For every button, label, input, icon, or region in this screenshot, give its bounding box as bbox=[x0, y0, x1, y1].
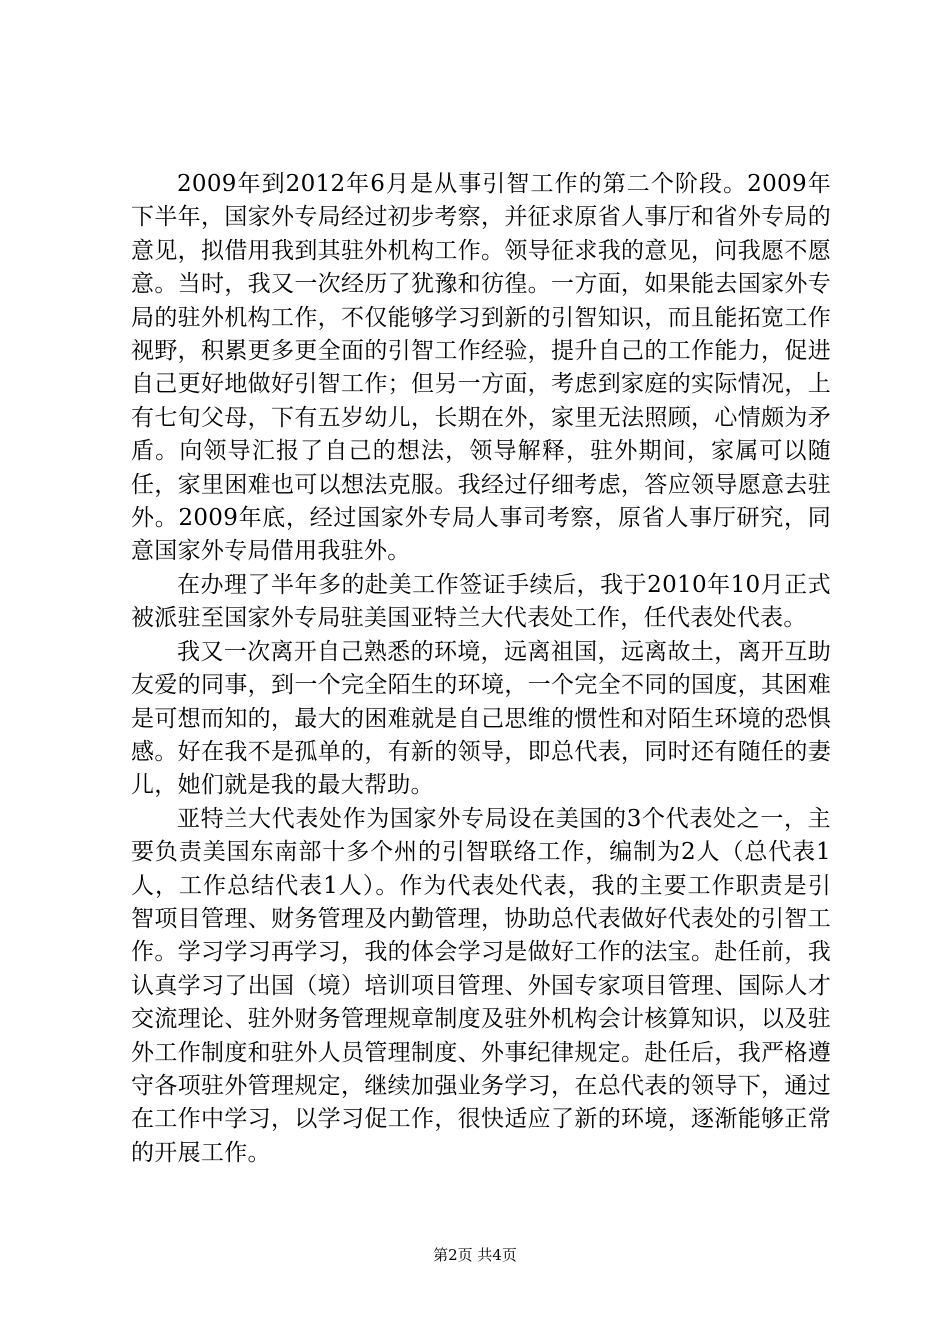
paragraph-3: 我又一次离开自己熟悉的环境，远离祖国，远离故土，离开互助友爱的同事，到一个完全陌生的环境，一个完全不同的国度，其困难是可想而知的，最大的困难就是自己思维的惯性和对陌生环境的恐惧感。好在我不是孤单的，有新的领导，即总代表，同时还有随任的妻儿，她们就是我的最大帮助。 bbox=[131, 638, 831, 799]
paragraph-2: 在办理了半年多的赴美工作签证手续后，我于2010年10月正式被派驻至国家外专局驻美国亚特兰大代表处工作，任代表处代表。 bbox=[131, 571, 831, 632]
paragraph-4: 亚特兰大代表处作为国家外专局设在美国的3个代表处之一，主要负责美国东南部十多个州的引智联络工作，编制为2人（总代表1人，工作总结代表1人）。作为代表处代表，我的主要工作职责是引智项目管理、财务管理及内勤管理，协助总代表做好代表处的引智工作。学习学习再学习，我的体会学习是做好工作的法宝。赴任前，我认真学习了出国（境）培训项目管理、外国专家项目管理、国际人才交流理论、驻外财务管理规章制度及驻外机构会计核算知识，以及驻外工作制度和驻外人员管理制度、外事纪律规定。赴任后，我严格遵守各项驻外管理规定，继续加强业务学习，在总代表的领导下，通过在工作中学习，以学习促工作，很快适应了新的环境，逐渐能够正常的开展工作。 bbox=[131, 805, 831, 1166]
paragraph-1: 2009年到2012年6月是从事引智工作的第二个阶段。2009年下半年，国家外专局经过初步考察，并征求原省人事厅和省外专局的意见，拟借用我到其驻外机构工作。领导征求我的意见，问我愿不愿意。当时，我又一次经历了犹豫和彷徨。一方面，如果能去国家外专局的驻外机构工作，不仅能够学习到新的引智知识，而且能拓宽工作视野，积累更多更全面的引智工作经验，提升自己的工作能力，促进自己更好地做好引智工作；但另一方面，考虑到家庭的实际情况，上有七旬父母，下有五岁幼儿，长期在外，家里无法照顾，心情颇为矛盾。向领导汇报了自己的想法，领导解释，驻外期间，家属可以随任，家里困难也可以想法克服。我经过仔细考虑，答应领导愿意去驻外。2009年底，经过国家外专局人事司考察，原省人事厅研究，同意国家外专局借用我驻外。 bbox=[131, 171, 831, 565]
document-body bbox=[131, 168, 831, 1170]
page-number-footer: 第2页 共4页 bbox=[433, 1246, 517, 1264]
